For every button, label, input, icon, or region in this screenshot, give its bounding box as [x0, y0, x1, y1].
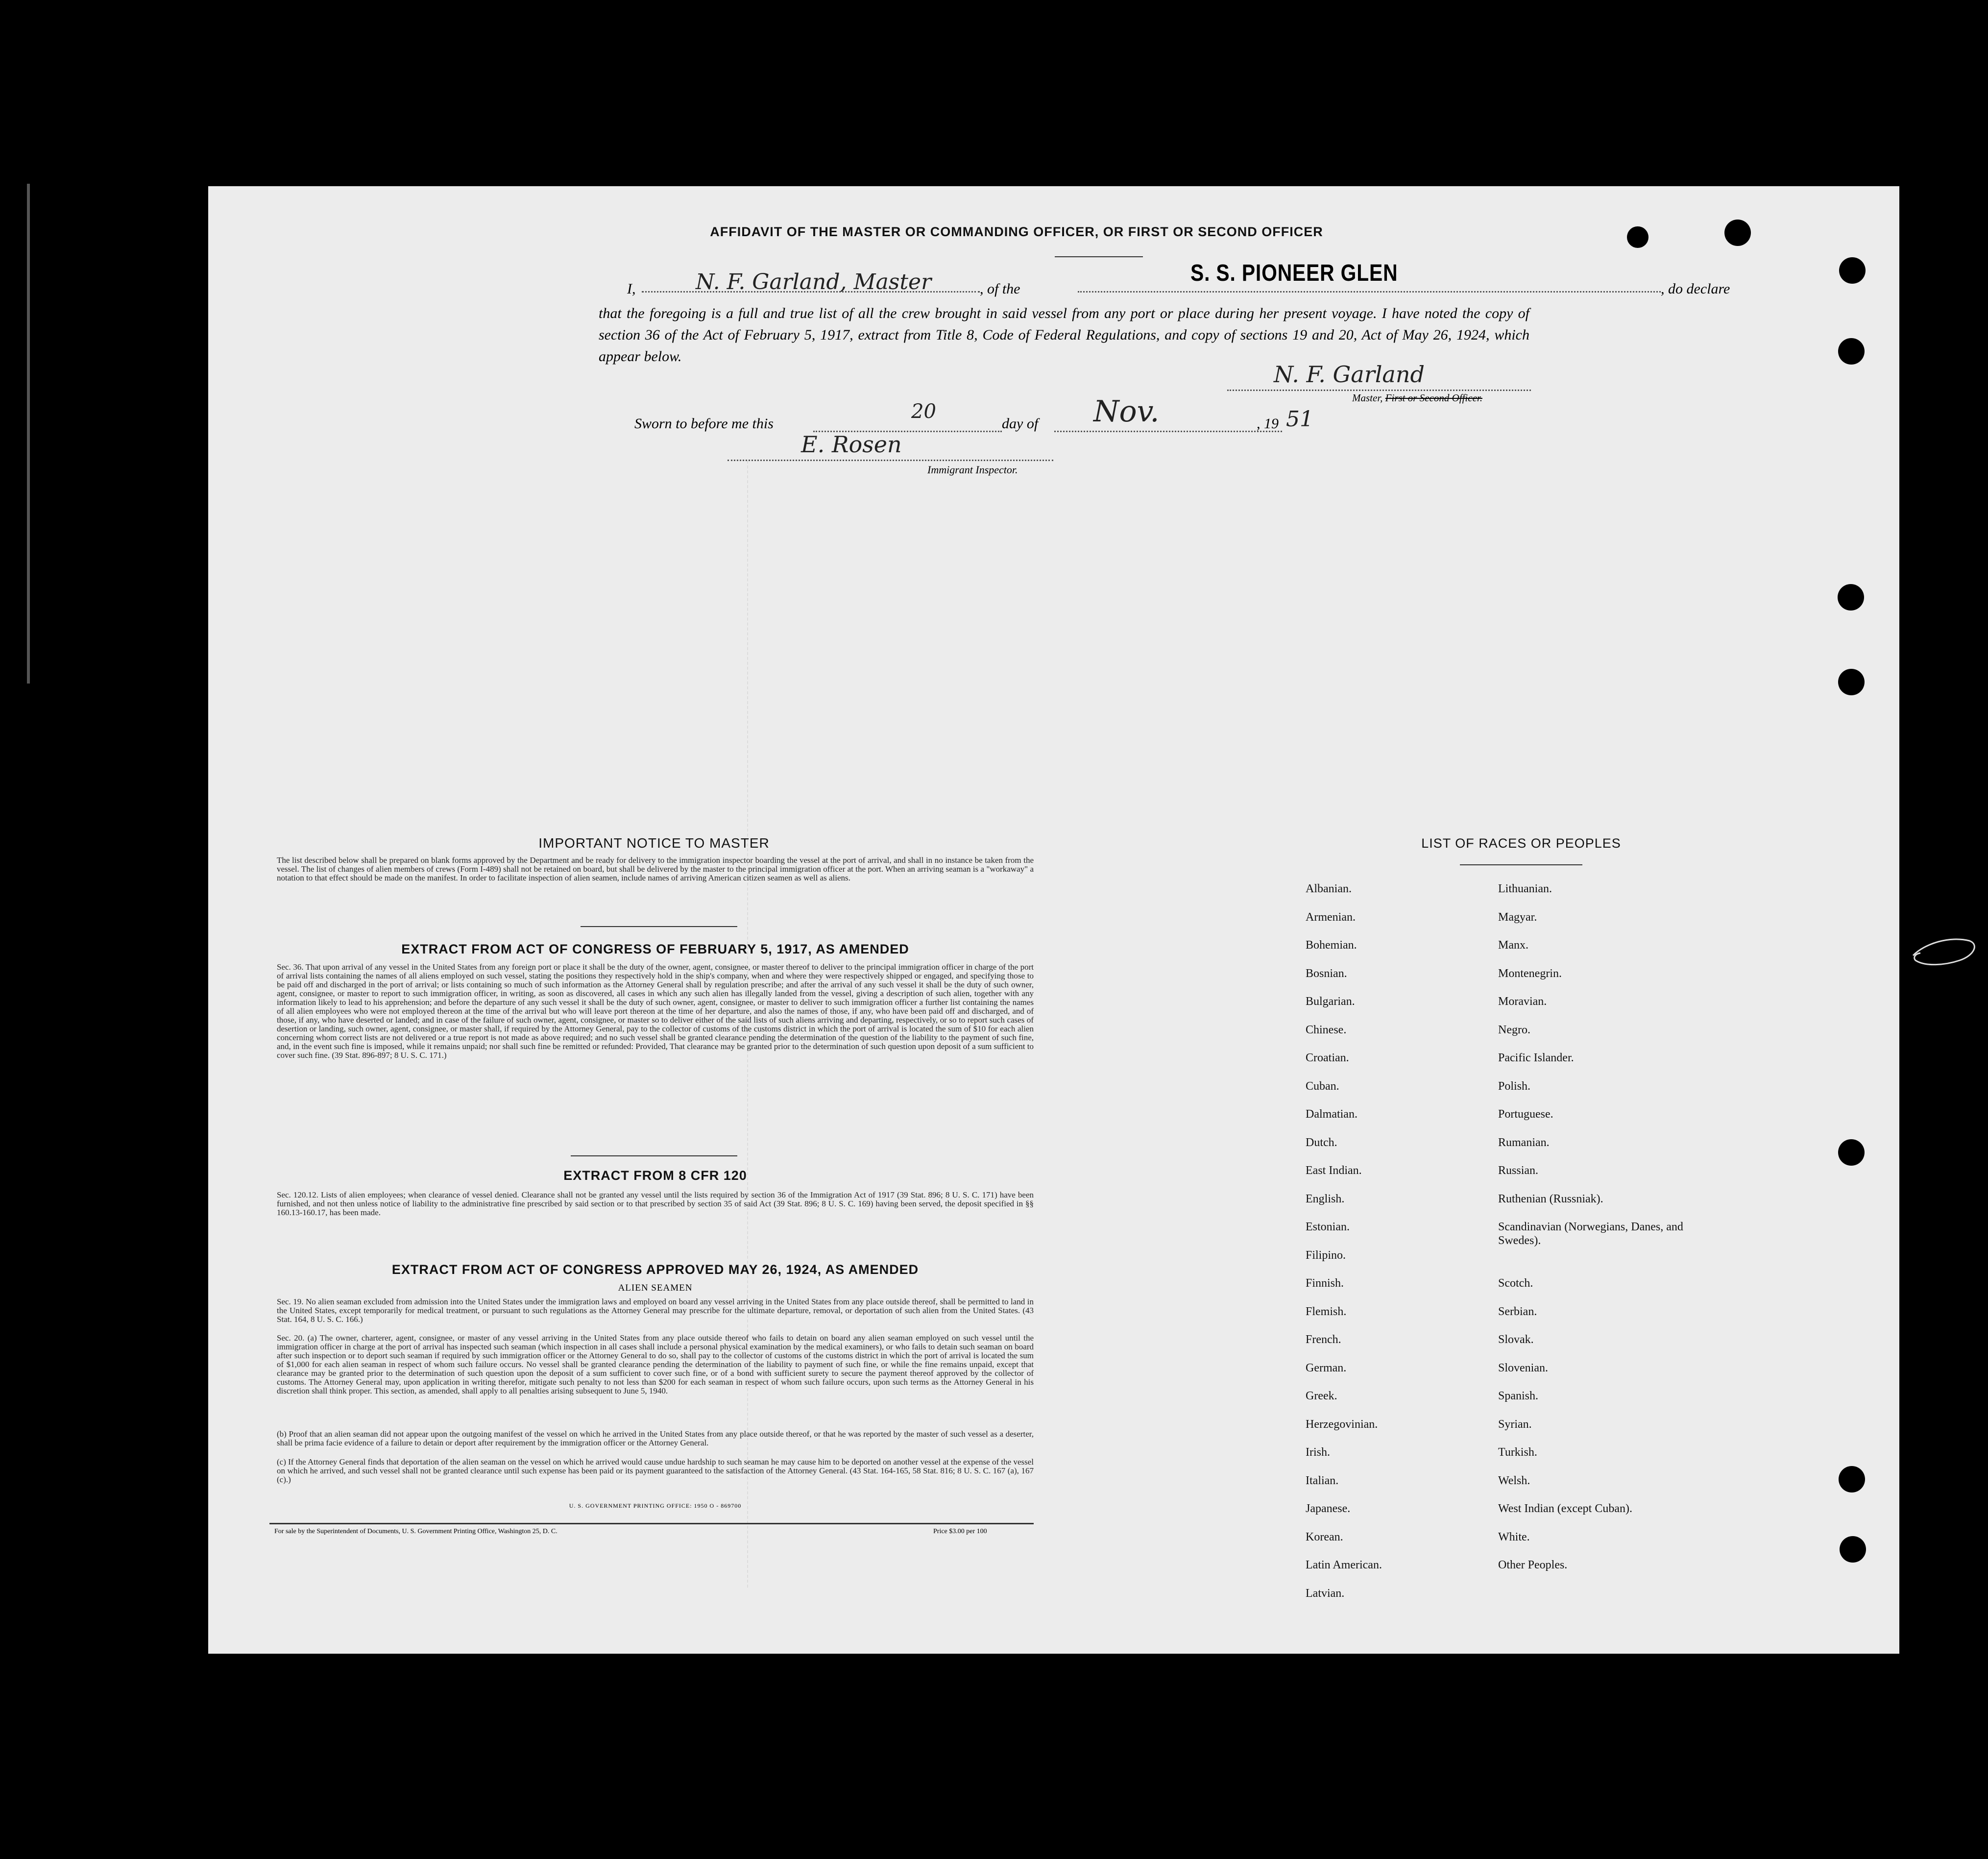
scan-edge-mark: [27, 184, 30, 684]
inspector-signature: E. Rosen: [801, 431, 902, 458]
binder-hole: [1839, 1466, 1865, 1492]
footer-rule: [269, 1523, 1034, 1524]
pen-scribble-mark: [1911, 933, 1979, 973]
gpo-line: U. S. GOVERNMENT PRINTING OFFICE: 1950 O - 869700: [569, 1502, 742, 1509]
heading-rule: [1055, 256, 1143, 257]
race-item: Rumanian.: [1498, 1136, 1550, 1149]
race-item: Latin American.: [1306, 1559, 1382, 1571]
race-item: Finnish.: [1306, 1277, 1344, 1290]
inspector-caption: Immigrant Inspector.: [927, 464, 1018, 476]
binder-hole: [1838, 338, 1865, 365]
section-divider: [581, 926, 737, 927]
notice-title: IMPORTANT NOTICE TO MASTER: [538, 835, 770, 851]
race-item: Lithuanian.: [1498, 882, 1552, 895]
sworn-year-prefix: , 19: [1257, 416, 1279, 432]
extract-1924-section-20b: (b) Proof that an alien seaman did not appear upon the outgoing manifest of the vessel on which he arrived in the United States from any place outside thereof, or that he was reported by the master of such vessel as a deserter, shall be prima facie evidence of a failure to detain or deport after requirement by the immigration officer or the Attorney General.: [277, 1429, 1034, 1447]
race-item: Slovenian.: [1498, 1361, 1548, 1374]
race-item: Serbian.: [1498, 1305, 1537, 1318]
vessel-name-line: [1078, 260, 1661, 293]
caption-master: Master,: [1352, 392, 1383, 404]
master-name-handwritten: N. F. Garland, Master: [696, 269, 932, 294]
race-item: Irish.: [1306, 1446, 1330, 1459]
do-declare-label: , do declare: [1661, 281, 1730, 297]
notice-body: The list described below shall be prepared on blank forms approved by the Department and be ready for delivery to the immigration inspector boarding the vessel at the port of arrival, and shall in no instance be taken from the vessel. The list of changes of alien members of crews (Form I-489) shall not be retained on board, but shall be delivered by the master to the principal immigration officer at the port. When an arriving seaman is a "workaway" a notation to that effect should be made on the manifest. In order to facilitate inspection of alien seamen, include names of arriving American citizen seamen as well as aliens.: [277, 856, 1034, 882]
race-item: Polish.: [1498, 1079, 1531, 1093]
race-item: White.: [1498, 1530, 1530, 1543]
race-item: Manx.: [1498, 939, 1528, 952]
race-item: Scandinavian (Norwegians, Danes, and Swedes).: [1498, 1221, 1683, 1247]
race-item: Cuban.: [1306, 1079, 1339, 1093]
race-item: Croatian.: [1306, 1052, 1349, 1064]
race-item: Bosnian.: [1306, 967, 1347, 980]
extract-cfr-title: EXTRACT FROM 8 CFR 120: [563, 1168, 747, 1183]
master-signature: N. F. Garland: [1274, 361, 1425, 388]
race-item: Syrian.: [1498, 1418, 1532, 1431]
signature-line: [1227, 361, 1531, 391]
race-item: Japanese.: [1306, 1502, 1351, 1515]
races-title: LIST OF RACES OR PEOPLES: [1421, 836, 1621, 851]
race-item: Welsh.: [1498, 1474, 1530, 1487]
sworn-label: Sworn to before me this: [634, 416, 774, 432]
race-item: Armenian.: [1306, 910, 1356, 924]
race-item: Chinese.: [1306, 1023, 1347, 1036]
race-item: Russian.: [1498, 1164, 1539, 1177]
sworn-year-value: 51: [1286, 407, 1313, 432]
race-item: Portuguese.: [1498, 1108, 1553, 1121]
binder-hole: [1724, 220, 1751, 246]
races-title-rule: [1460, 864, 1582, 865]
race-item: Dutch.: [1306, 1136, 1337, 1149]
alien-seamen-subtitle: ALIEN SEAMEN: [618, 1283, 693, 1293]
sworn-day-line: [813, 400, 1002, 432]
extract-1924-title: EXTRACT FROM ACT OF CONGRESS APPROVED MAY 26, 1924, AS AMENDED: [391, 1262, 919, 1277]
race-item: Other Peoples.: [1498, 1559, 1568, 1571]
race-item: Korean.: [1306, 1530, 1343, 1543]
vessel-name: S. S. PIONEER GLEN: [1190, 260, 1398, 286]
inspector-signature-line: [727, 431, 1053, 461]
race-item: Montenegrin.: [1498, 967, 1562, 980]
race-item: West Indian (except Cuban).: [1498, 1502, 1632, 1515]
extract-1917-title: EXTRACT FROM ACT OF CONGRESS OF FEBRUARY 5, 1917, AS AMENDED: [401, 942, 909, 956]
race-item: Filipino.: [1306, 1248, 1346, 1262]
extract-1924-section-19: Sec. 19. No alien seaman excluded from admission into the United States under the immigration laws and employed on board any vessel arriving in the United States from any place outside thereof, shall be permitted to land in the United States, except temporarily for medical treatment, or pursuant to such regulations as the Attorney General may prescribe for the ultimate departure, removal, or deportation of such alien from the United States. (43 Stat. 164, 8 U. S. C. 166.): [277, 1297, 1034, 1324]
race-item: Estonian.: [1306, 1221, 1350, 1233]
affidavit-body: that the foregoing is a full and true list of all the crew brought in said vessel from any port or place during her present voyage. I have noted the copy of section 36 of the Act of February 5, 1917, extract from Title 8, Code of Federal Regulations, and copy of sections 19 and 20, Act of May 26, 1924, which appear below.: [599, 305, 1529, 365]
race-item: Albanian.: [1306, 882, 1352, 895]
races-left-column: [1306, 882, 1482, 1614]
binder-hole: [1838, 669, 1865, 695]
race-item: Pacific Islander.: [1498, 1052, 1574, 1064]
extract-1924-section-20c: (c) If the Attorney General finds that deportation of the alien seaman on the vessel on which he arrived would cause undue hardship to such seaman he may cause him to be deported on another vessel at the expense of the vessel on which he arrived, and such vessel shall not be granted clearance until such expense has been paid or its payment guaranteed to the satisfaction of the Attorney General. (43 Stat. 164-165, 58 Stat. 816; 8 U. S. C. 167 (a), 167 (c).): [277, 1457, 1034, 1484]
extract-cfr-body: Sec. 120.12. Lists of alien employees; when clearance of vessel denied. Clearance shall not be granted any vessel until the lists required by section 36 of the Immigration Act of 1917 (39 Stat. 896; 8 U. S. C. 171) have been furnished, and not then unless notice of liability to the administrative fine prescribed by said section or to that prescribed by section 35 of said Act (39 Stat. 896; 8 U. S. C. 169) having been served, the deposit specified in §§ 160.13-160.17, has been made.: [277, 1190, 1034, 1217]
races-right-column: [1498, 882, 1704, 1587]
race-item: Herzegovinian.: [1306, 1418, 1378, 1431]
footer-right: Price $3.00 per 100: [933, 1528, 987, 1535]
affidavit-page: [208, 186, 1899, 1654]
sworn-day-value: 20: [911, 400, 936, 423]
race-item: Slovak.: [1498, 1333, 1534, 1346]
binder-hole: [1838, 1139, 1865, 1166]
binder-hole: [1840, 1536, 1866, 1563]
race-item: German.: [1306, 1361, 1347, 1374]
caption-struck-officer: First or Second Officer.: [1385, 392, 1482, 404]
race-item: Scotch.: [1498, 1277, 1533, 1290]
signature-caption: [1352, 392, 1482, 404]
binder-hole: [1839, 257, 1866, 284]
race-item: Flemish.: [1306, 1305, 1347, 1318]
race-item: Magyar.: [1498, 910, 1537, 924]
race-item: East Indian.: [1306, 1164, 1362, 1177]
race-item: French.: [1306, 1333, 1341, 1346]
section-divider: [571, 1155, 737, 1156]
race-item: Greek.: [1306, 1390, 1337, 1402]
race-item: Bulgarian.: [1306, 995, 1355, 1008]
race-item: Latvian.: [1306, 1587, 1345, 1600]
binder-hole: [1838, 584, 1864, 611]
footer-left: For sale by the Superintendent of Documents, U. S. Government Printing Office, Washington 25, D. C.: [274, 1528, 558, 1535]
race-item: Moravian.: [1498, 995, 1547, 1008]
day-of-label: day of: [1002, 416, 1039, 432]
race-item: Spanish.: [1498, 1390, 1539, 1402]
race-item: Ruthenian (Russniak).: [1498, 1192, 1603, 1205]
of-the-label: , of the: [980, 281, 1020, 297]
extract-1917-body: Sec. 36. That upon arrival of any vessel in the United States from any foreign port or place it shall be the duty of the owner, agent, consignee, or master thereof to deliver to the principal immigration officer in charge of the port of arrival lists containing the names of all aliens employed on such vessel, stating the positions they respectively hold in the ship's company, when and where they were respectively shipped or engaged, and specifying those to be paid off and discharged in the port of arrival; or lists containing so much of such information as the Attorney General shall by regulation prescribe; and after the arrival of any such vessel it shall be the duty of such owner, agent, consignee, or master to report to such immigration officer, in writing, as soon as discovered, all cases in which any such alien has illegally landed from the vessel, giving a description of such alien, together with any information likely to lead to his apprehension; and before the departure of any such vessel it shall be the duty of such owner, agent, consignee, or master to deliver to such immigration officer a further list containing the names of all alien employees who were not employed thereon at the time of the arrival but who will leave port thereon at the time of her departure, and also the names of those, if any, who have been paid off and discharged, and of those, if any, who have deserted or landed; and in case of the failure of such owner, agent, consignee, or master so to deliver either of the said lists of such aliens arriving and departing, respectively, or so to report such cases of desertion or landing, such owner, agent, consignee, or master shall, if required by the Attorney General, pay to the collector of customs of the customs district in which the port of arrival is located the sum of $10 for each alien concerning whom correct lists are not delivered or a true report is not made as above required; and no such vessel shall be granted clearance pending the determination of the question of the liability to the payment of such fine, and, in the event such fine is imposed, while it remains unpaid; nor shall such fine be remitted or refunded: Provided, That clearance may be granted prior to the determination of such question upon deposit of a sum sufficient to cover such fine. (39 Stat. 896-897; 8 U. S. C. 171.): [277, 962, 1034, 1060]
race-item: Dalmatian.: [1306, 1108, 1358, 1121]
extract-1924-section-20a: Sec. 20. (a) The owner, charterer, agent, consignee, or master of any vessel arriving in the United States from any place outside thereof who fails to detain on board any alien seaman employed on such vessel until the immigration officer in charge at the port of arrival has inspected such seaman (which inspection in all cases shall include a personal physical examination by the medical examiners), or who fails to detain such seaman on board after such inspection or to deport such seaman if required by such immigration officer or the Attorney General to do so, shall pay to the collector of customs of the customs district in which the port of arrival is located the sum of $1,000 for each alien seaman in respect of whom such failure occurs. No vessel shall be granted clearance pending the determination of the liability to payment of such fine, or while the fine remains unpaid, except that clearance may be granted prior to the determination of such question upon the deposit of a sum sufficient to cover such fine, or of a bond with sufficient surety to secure the payment thereof approved by the collector of customs. The Attorney General may, upon application in writing therefor, mitigate such penalty to not less than $200 for each seaman in respect of whom such failure occurs, upon such terms as the Attorney General in his discretion shall think proper. This section, as amended, shall apply to all penalties arising subsequent to June 5, 1940.: [277, 1333, 1034, 1395]
affidavit-i-label: I,: [627, 281, 636, 297]
sworn-month-value: Nov.: [1093, 394, 1160, 429]
race-item: Italian.: [1306, 1474, 1339, 1487]
race-item: Negro.: [1498, 1023, 1530, 1036]
sworn-month-line: [1054, 394, 1282, 432]
race-item: Bohemian.: [1306, 939, 1357, 952]
binder-hole: [1627, 226, 1649, 248]
affidavit-heading: AFFIDAVIT OF THE MASTER OR COMMANDING OFFICER, OR FIRST OR SECOND OFFICER: [710, 224, 1323, 239]
race-item: Turkish.: [1498, 1446, 1537, 1459]
master-name-line: [642, 269, 980, 293]
race-item: English.: [1306, 1192, 1345, 1205]
